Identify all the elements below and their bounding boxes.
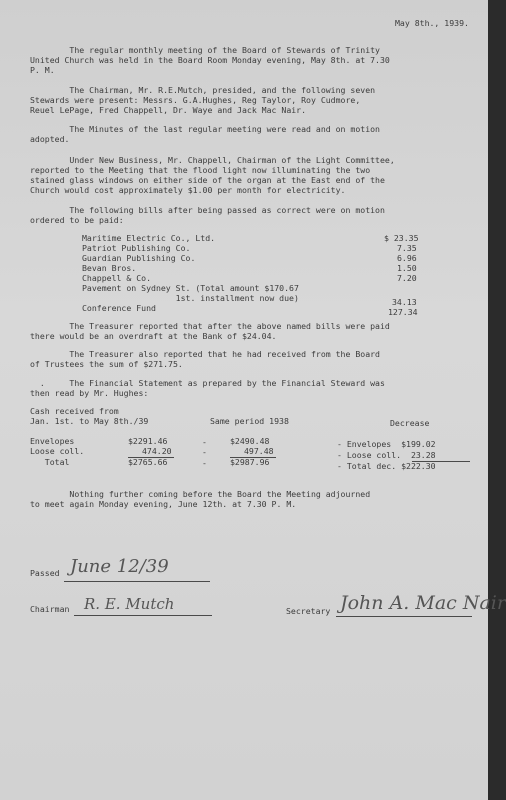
paragraph-line: Stewards were present: Messrs. G.A.Hughes, Reg Taylor, Roy Cudmore, xyxy=(30,95,361,105)
paragraph-line: P. M. xyxy=(30,65,55,75)
paragraph-line: Church would cost approximately $1.00 per month for electricity. xyxy=(30,185,346,195)
paragraph-line: The Minutes of the last regular meeting were read and on motion xyxy=(30,124,380,134)
finance-row-label: Total xyxy=(30,457,70,467)
paragraph-line: The following bills after being passed as correct were on motion xyxy=(30,205,385,215)
finance-dash: - xyxy=(202,447,207,457)
finance-prev: 497.48 xyxy=(244,446,274,456)
bill-amount: 1.50 xyxy=(397,263,417,273)
finance-col3-head: Decrease xyxy=(390,418,430,428)
bill-name: Maritime Electric Co., Ltd. xyxy=(82,233,216,243)
paragraph-line: The Treasurer reported that after the above named bills were paid xyxy=(30,321,390,331)
paragraph-line: reported to the Meeting that the flood light now illuminating the two xyxy=(30,165,371,175)
paragraph-line: United Church was held in the Board Room Monday evening, May 8th. at 7.30 xyxy=(30,55,390,65)
chairman-signature: R. E. Mutch xyxy=(84,595,175,613)
passed-label: Passed xyxy=(30,568,60,578)
finance-col1-head: Cash received from xyxy=(30,406,119,416)
bill-amount: 127.34 xyxy=(388,307,418,317)
finance-row-label: Loose coll. xyxy=(30,446,85,456)
finance-col2-head: Same period 1938 xyxy=(210,416,289,426)
paragraph-line: The regular monthly meeting of the Board of Stewards of Trinity xyxy=(30,45,380,55)
paragraph-line: there would be an overdraft at the Bank of $24.04. xyxy=(30,331,277,341)
passed-line xyxy=(64,581,210,582)
bill-amount: 7.20 xyxy=(397,273,417,283)
secretary-signature: John A. Mac Nair xyxy=(340,592,506,614)
bill-amount: 7.35 xyxy=(397,243,417,253)
finance-dash: - xyxy=(202,437,207,447)
finance-dec: - Total dec. $222.30 xyxy=(337,461,436,471)
bill-amount: 6.96 xyxy=(397,253,417,263)
paragraph-line: Under New Business, Mr. Chappell, Chairman of the Light Committee, xyxy=(30,155,395,165)
bill-name: Guardian Publishing Co. xyxy=(82,253,196,263)
bill-amount: $ 23.35 xyxy=(384,233,419,243)
bill-name: 1st. installment now due) xyxy=(82,293,299,303)
bill-name: Pavement on Sydney St. (Total amount $170.67 xyxy=(82,283,299,293)
finance-row-label: Envelopes xyxy=(30,436,75,446)
bill-name: Patriot Publishing Co. xyxy=(82,243,191,253)
finance-prev: $2490.48 xyxy=(230,436,270,446)
secretary-label: Secretary xyxy=(286,606,331,616)
paragraph-line: stained glass windows on either side of the organ at the East end of the xyxy=(30,175,385,185)
finance-prev: $2987.96 xyxy=(230,457,270,467)
meeting-date: May 8th., 1939. xyxy=(395,18,469,28)
finance-dec: - Loose coll. 23.28 xyxy=(337,450,436,460)
paragraph-line: Nothing further coming before the Board the Meeting adjourned xyxy=(30,489,371,499)
paragraph-line: Reuel LePage, Fred Chappell, Dr. Waye and Jack Mac Nair. xyxy=(30,105,307,115)
paragraph-line: of Trustees the sum of $271.75. xyxy=(30,359,183,369)
bill-amount: 34.13 xyxy=(392,297,417,307)
paragraph-line: then read by Mr. Hughes: xyxy=(30,388,149,398)
bill-name: Conference Fund xyxy=(82,303,156,313)
finance-cur: 474.20 xyxy=(142,446,172,456)
finance-dash: - xyxy=(202,458,207,468)
paragraph-line: to meet again Monday evening, June 12th. at 7.30 P. M. xyxy=(30,499,297,509)
paragraph-line: adopted. xyxy=(30,134,70,144)
paragraph-line: . The Financial Statement as prepared by the Financial Steward was xyxy=(30,378,385,388)
finance-dec: - Envelopes $199.02 xyxy=(337,439,436,449)
chairman-line xyxy=(74,615,212,616)
bill-name: Chappell & Co. xyxy=(82,273,152,283)
finance-cur: $2765.66 xyxy=(128,457,168,467)
finance-cur: $2291.46 xyxy=(128,436,168,446)
paragraph-line: The Chairman, Mr. R.E.Mutch, presided, and the following seven xyxy=(30,85,376,95)
finance-col1-head: Jan. 1st. to May 8th./39 xyxy=(30,416,149,426)
secretary-line xyxy=(336,616,472,617)
paragraph-line: The Treasurer also reported that he had received from the Board xyxy=(30,349,380,359)
bill-name: Bevan Bros. xyxy=(82,263,137,273)
chairman-label: Chairman xyxy=(30,604,70,614)
passed-date-handwriting: June 12/39 xyxy=(70,556,169,577)
paragraph-line: ordered to be paid: xyxy=(30,215,124,225)
